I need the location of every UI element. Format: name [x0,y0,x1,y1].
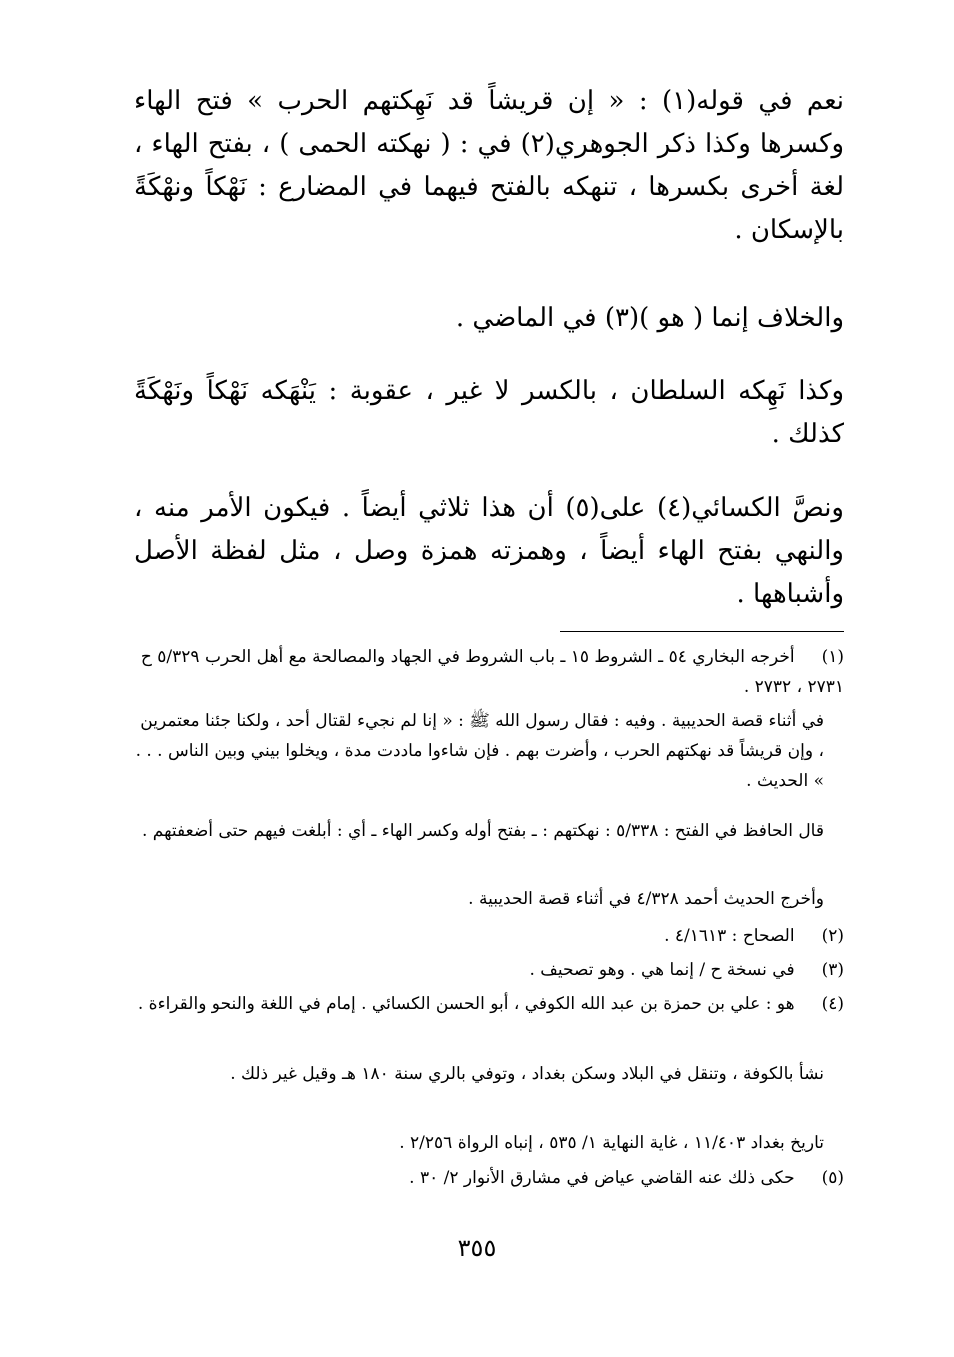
footnote-number: (٤) [821,994,844,1014]
footnote-number: (٢) [821,926,844,946]
footnote-1-continuation: وأخرج الحديث أحمد ٤/٣٢٨ في أثناء قصة الحديبية . [468,889,824,909]
page-number: ٣٥٥ [457,1234,497,1262]
footnote-text: الصحاح : ٤/١٦١٣ . [664,926,795,946]
paragraph-1: نعم في قوله(١) : « إن قريشاً قد نَهِكتهم الحرب » فتح الهاء وكسرها وكذا ذكر الجوهري(٢) في : ( نهكته الحمى ) ، بفتح الهاء ، لغة أخرى بكسرها ، تنهكه بالفتح فيهما في المضارع : نَهْكاً ونهْكَةً بالإسكان . [134,86,844,245]
footnote-2 [134,921,844,951]
footnote-text: أخرجه البخاري ٥٤ ـ الشروط ١٥ ـ باب الشروط في الجهاد والمصالحة مع أهل الحرب ٥/٣٢٩ ح ٢٧٣١ ، ٢٧٣٢ . [140,647,844,697]
footnote-number: (٣) [821,960,844,980]
footnote-4-continuation: تاريخ بغداد ١١/٤٠٣ ، غاية النهاية ١/ ٥٣٥ ، إنباه الرواة ٢/٢٥٦ . [399,1133,824,1153]
footnote-text: حكى ذلك عنه القاضي عياض في مشارق الأنوار ٢/ ٣٠ . [409,1168,795,1188]
footnote-text: هو : علي بن حمزة بن عبد الله الكوفي ، أبو الحسن الكسائي . إمام في اللغة والنحو والقراءة . [137,994,795,1014]
footnote-1-continuation: قال الحافظ في الفتح : ٥/٣٣٨ : نهكتهم : ـ بفتح أوله وكسر الهاء ـ أي : أبلغت فيهم حتى أضعفتهم . [141,821,824,841]
footnote-text: في نسخة ح / إنما هي . وهو تصحيف . [529,960,795,980]
footnote-3 [134,955,844,985]
footnote-separator [560,631,844,632]
footnote-number: (١) [821,647,844,667]
paragraph-2: والخلاف إنما ( هو )(٣) في الماضي . [455,303,844,333]
footnote-4 [134,989,844,1019]
footnote-1 [134,642,844,702]
paragraph-3: وكذا نَهِكه السلطان ، بالكسر لا غير ، عقوبة : يَنْهَكه نَهْكاً ونَهْكَةً كذلك . [134,376,844,449]
footnote-5 [134,1163,844,1193]
footnote-1-continuation: في أثناء قصة الحديبية . وفيه : فقال رسول الله ﷺ : « إنا لم نجيء لقتال أحد ، ولكنا جئنا معتمرين ، وإن قريشاً قد نهكتهم الحرب ، وأضرت بهم . فإن شاءوا ماددت مدة ، ويخلوا بيني وبين الناس . . . » الحديث . [135,711,824,791]
footnote-number: (٥) [821,1168,844,1188]
paragraph-4: ونصَّ الكسائي(٤) على(٥) أن هذا ثلاثي أيضاً . فيكون الأمر منه ، والنهي بفتح الهاء أيضاً ، وهمزته همزة وصل ، مثل لفظة الأصل وأشباهها . [134,493,844,609]
footnote-4-continuation: نشأ بالكوفة ، وتنقل في البلاد وسكن بغداد ، وتوفي بالري سنة ١٨٠ هـ وقيل غير ذلك . [230,1064,824,1084]
